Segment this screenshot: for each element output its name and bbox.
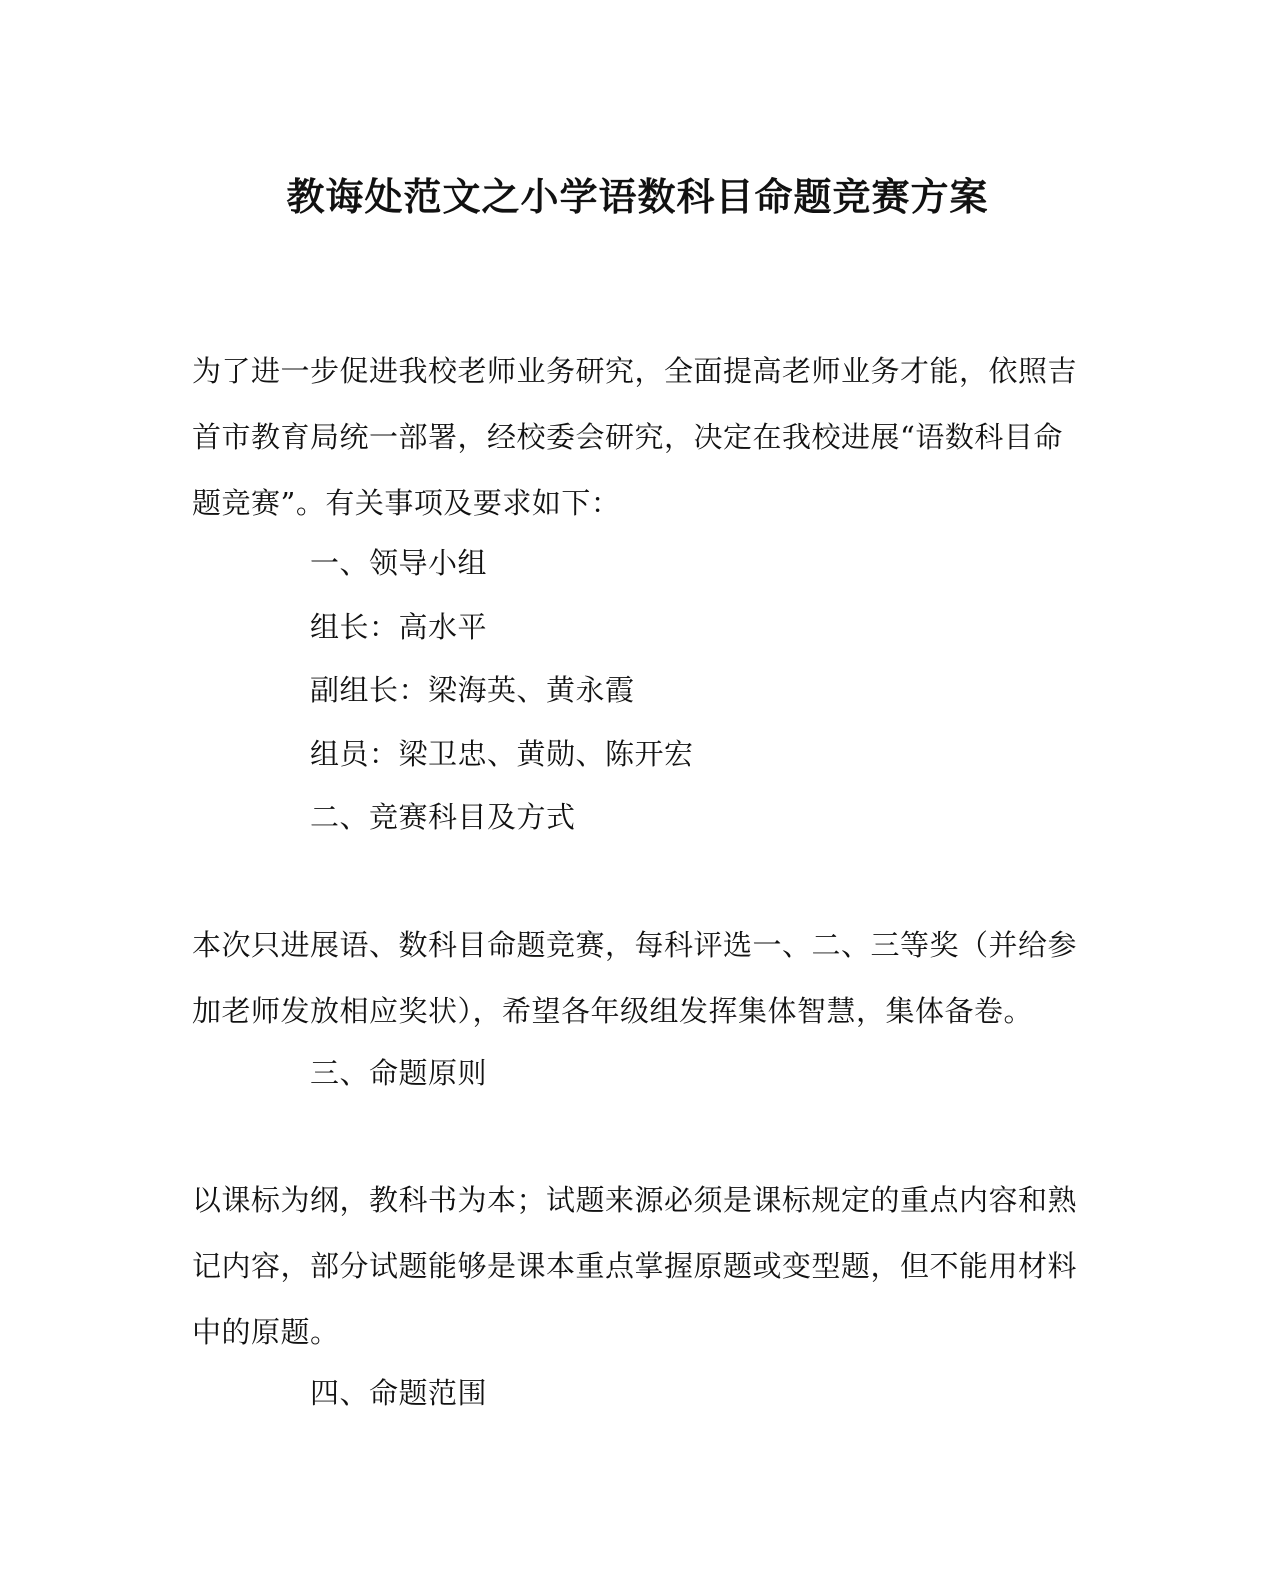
document-title: 教诲处范文之小学语数科目命题竞赛方案 bbox=[286, 174, 989, 219]
section-2-paragraph bbox=[192, 912, 1082, 1044]
section-3-heading: 三、命题原则 bbox=[310, 1056, 488, 1090]
section-4-heading: 四、命题范围 bbox=[310, 1376, 488, 1410]
section-2-text: 本次只进展语、数科目命题竞赛，每科评选一、二、三等奖（并给参加老师发放相应奖状），希望各年级组发挥集体智慧，集体备卷。 bbox=[192, 928, 1078, 1028]
deputy-leaders-line: 副组长：梁海英、黄永霞 bbox=[310, 673, 635, 707]
section-3-text: 以课标为纲，教科书为本；试题来源必须是课标规定的重点内容和熟记内容，部分试题能够是课本重点掌握原题或变型题，但不能用材料中的原题。 bbox=[192, 1183, 1078, 1349]
members-line: 组员：梁卫忠、黄勋、陈开宏 bbox=[310, 737, 694, 771]
intro-paragraph bbox=[192, 338, 1082, 536]
section-2-heading: 二、竞赛科目及方式 bbox=[310, 800, 576, 834]
section-3-paragraph bbox=[192, 1167, 1082, 1365]
intro-text: 为了进一步促进我校老师业务研究，全面提高老师业务才能，依照吉首市教育局统一部署，经校委会研究，决定在我校进展“语数科目命题竞赛”。有关事项及要求如下： bbox=[192, 354, 1078, 520]
leader-line: 组长：高水平 bbox=[310, 610, 488, 644]
section-1-heading: 一、领导小组 bbox=[310, 546, 488, 580]
